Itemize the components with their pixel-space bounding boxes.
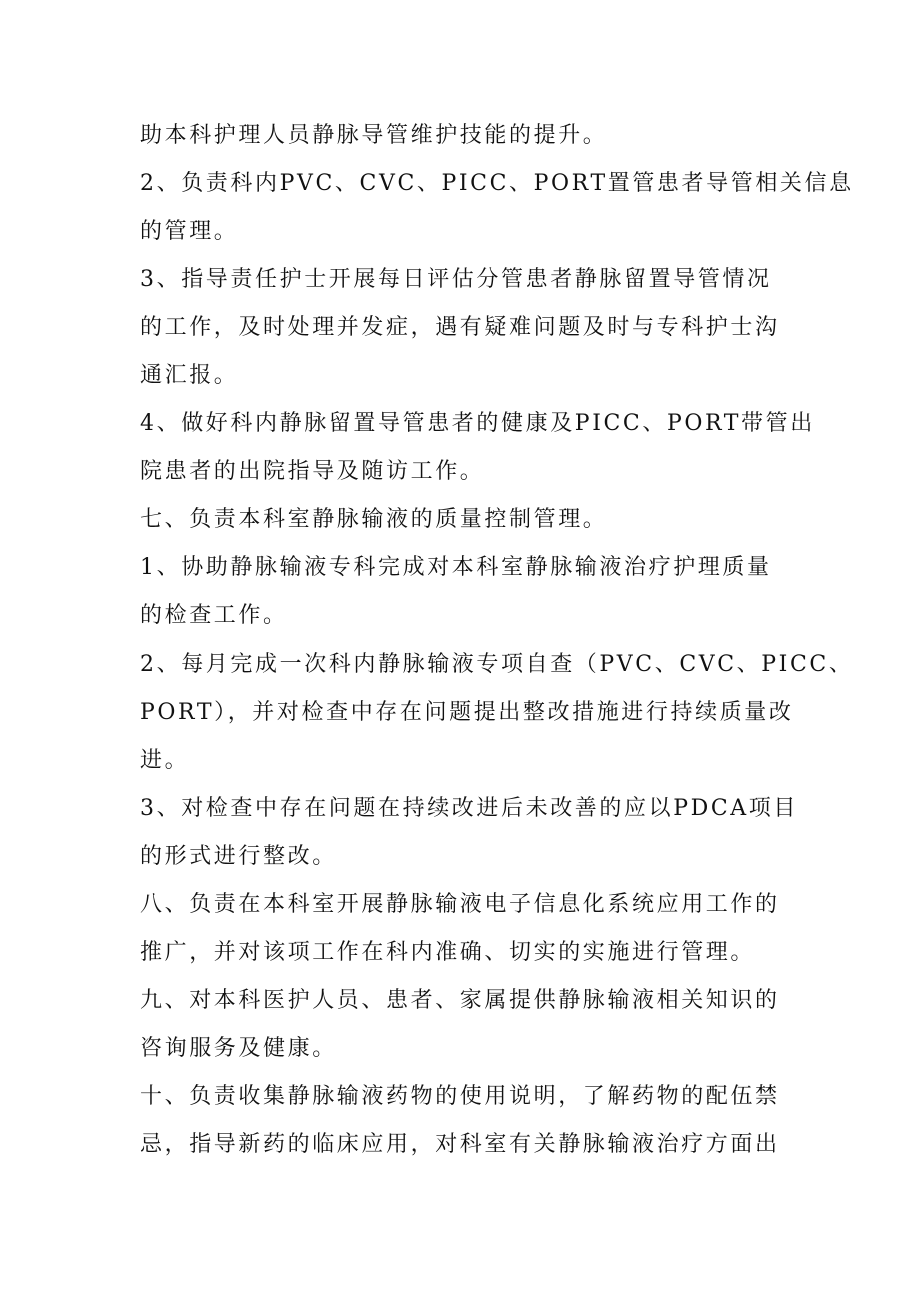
section-heading: 九、对本科医护人员、患者、家属提供静脉输液相关知识的 [140,988,780,1013]
text-line: 的检查工作。 [140,603,288,628]
text-line: 4、做好科内静脉留置导管患者的健康及PICC、PORT带管出 [140,411,815,436]
text-line: 3、指导责任护士开展每日评估分管患者静脉留置导管情况 [140,267,772,292]
section-heading: 八、负责在本科室开展静脉输液电子信息化系统应用工作的 [140,892,780,917]
text-line: 院患者的出院指导及随访工作。 [140,459,485,484]
section-heading: 十、负责收集静脉输液药物的使用说明，了解药物的配伍禁 [140,1084,780,1109]
text-line: 助本科护理人员静脉导管维护技能的提升。 [140,123,608,148]
text-line: 2、每月完成一次科内静脉输液专项自查（PVC、CVC、PICC、 [140,652,854,677]
text-line: 的工作，及时处理并发症，遇有疑难问题及时与专科护士沟 [140,315,780,340]
text-line: 咨询服务及健康。 [140,1036,337,1061]
text-line: 推广，并对该项工作在科内准确、切实的实施进行管理。 [140,940,756,965]
text-line: 的管理。 [140,219,239,244]
text-line: PORT），并对检查中存在问题提出整改措施进行持续质量改 [140,700,794,725]
text-line: 1、协助静脉输液专科完成对本科室静脉输液治疗护理质量 [140,555,772,580]
text-line: 3、对检查中存在问题在持续改进后未改善的应以PDCA项目 [140,796,798,821]
text-line: 2、负责科内PVC、CVC、PICC、PORT置管患者导管相关信息 [140,171,854,196]
text-line: 忌，指导新药的临床应用，对科室有关静脉输液治疗方面出 [140,1132,780,1157]
section-heading: 七、负责本科室静脉输液的质量控制管理。 [140,507,608,532]
text-line: 进。 [140,748,190,773]
text-line: 的形式进行整改。 [140,844,337,869]
text-line: 通汇报。 [140,363,239,388]
